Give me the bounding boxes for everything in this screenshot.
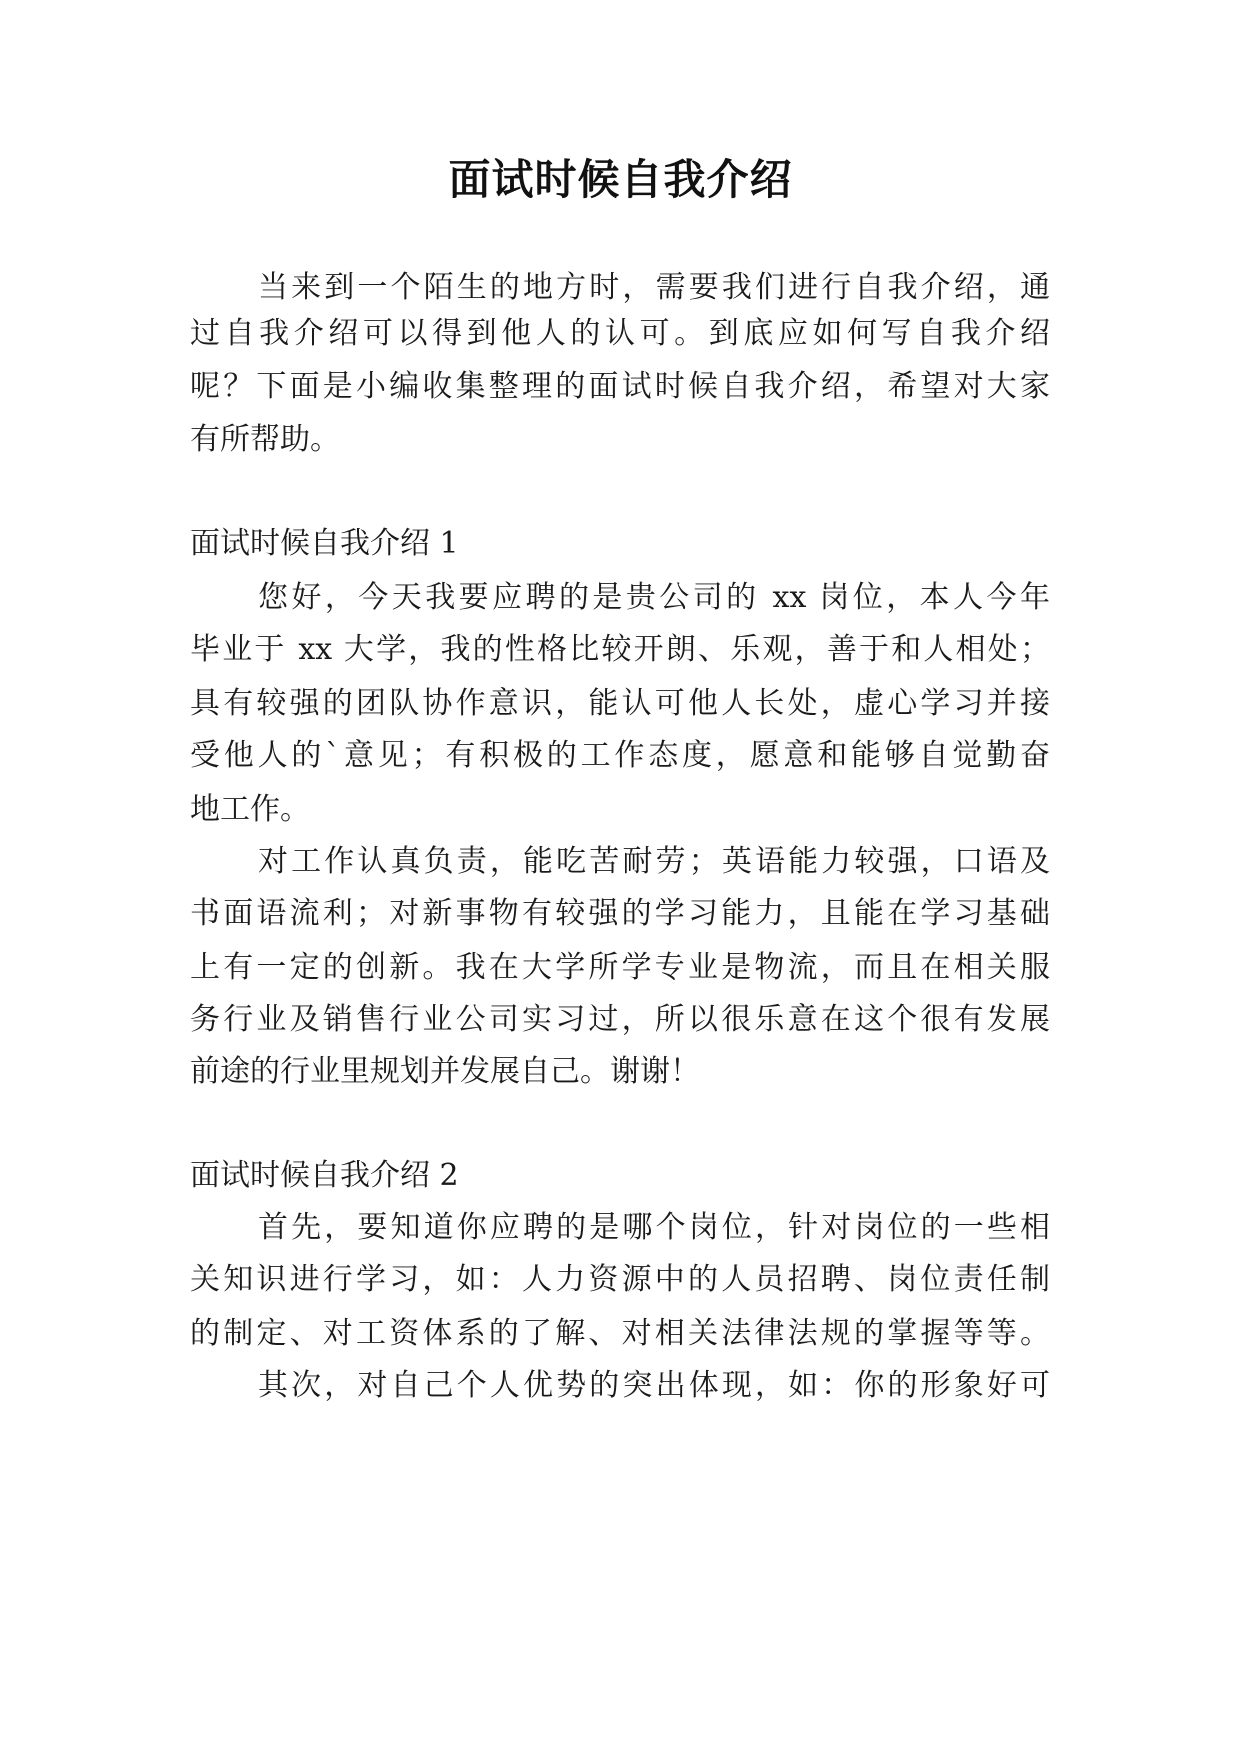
intro-line: 过自我介绍可以得到他人的认可。到底应如何写自我介绍	[190, 316, 1050, 351]
intro-line: 呢？下面是小编收集整理的面试时候自我介绍，希望对大家	[190, 369, 1050, 404]
section-heading-1: 面试时候自我介绍 1	[190, 526, 459, 561]
document-title: 面试时候自我介绍	[448, 155, 793, 204]
paragraph-line: 具有较强的团队协作意识，能认可他人长处，虚心学习并接	[190, 686, 1050, 721]
paragraph-line: 前途的行业里规划并发展自己。谢谢！	[190, 1054, 700, 1089]
paragraph-line: 您好，今天我要应聘的是贵公司的 xx 岗位，本人今年	[258, 580, 1050, 615]
paragraph-line: 对工作认真负责，能吃苦耐劳；英语能力较强，口语及	[258, 844, 1050, 879]
paragraph-line: 务行业及销售行业公司实习过，所以很乐意在这个很有发展	[190, 1002, 1050, 1037]
intro-line: 有所帮助。	[190, 422, 340, 457]
paragraph-line: 关知识进行学习，如：人力资源中的人员招聘、岗位责任制	[190, 1262, 1050, 1297]
intro-line: 当来到一个陌生的地方时，需要我们进行自我介绍，通	[258, 270, 1050, 305]
paragraph-line: 地工作。	[190, 792, 310, 827]
paragraph-line: 上有一定的创新。我在大学所学专业是物流，而且在相关服	[190, 950, 1050, 985]
paragraph-line: 书面语流利；对新事物有较强的学习能力，且能在学习基础	[190, 896, 1050, 931]
paragraph-line: 其次，对自己个人优势的突出体现，如：你的形象好可	[258, 1368, 1050, 1403]
paragraph-line: 的制定、对工资体系的了解、对相关法律法规的掌握等等。	[190, 1316, 1050, 1351]
paragraph-line: 受他人的`意见；有积极的工作态度，愿意和能够自觉勤奋	[190, 738, 1050, 773]
section-heading-2: 面试时候自我介绍 2	[190, 1158, 459, 1193]
paragraph-line: 首先，要知道你应聘的是哪个岗位，针对岗位的一些相	[258, 1210, 1050, 1245]
paragraph-line: 毕业于 xx 大学，我的性格比较开朗、乐观，善于和人相处；	[190, 632, 1050, 667]
